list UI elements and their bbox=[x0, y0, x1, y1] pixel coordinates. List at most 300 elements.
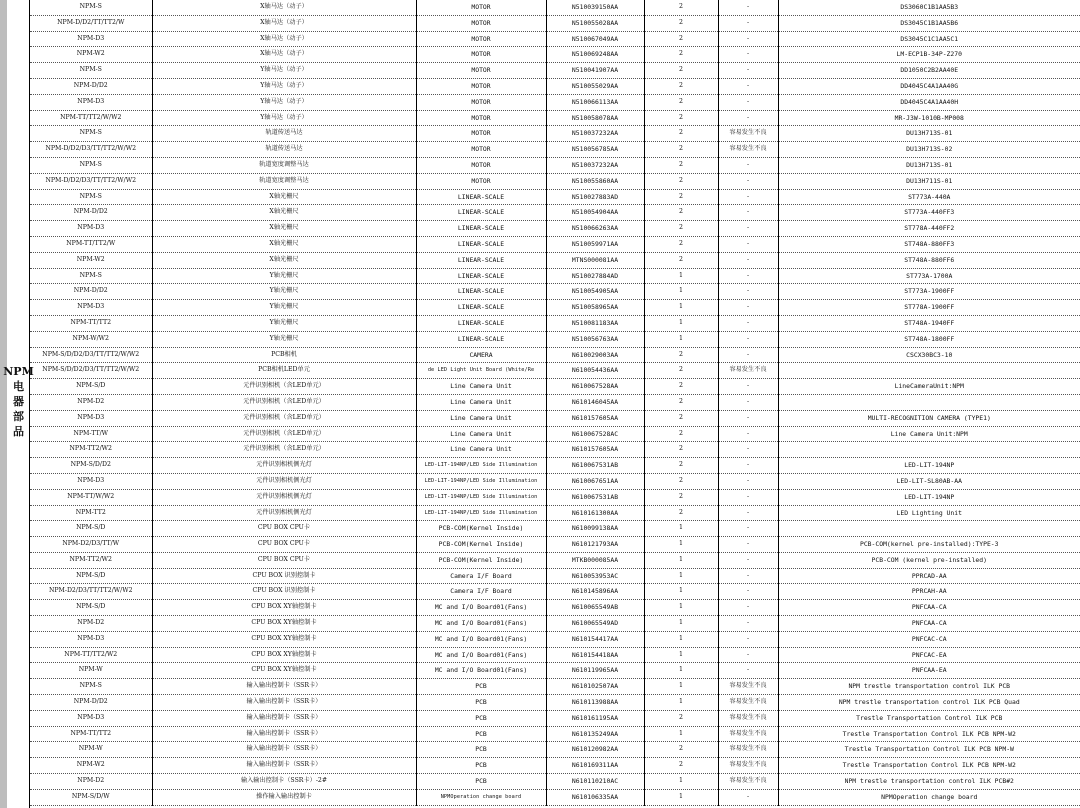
quantity-cell[interactable]: 2 bbox=[644, 189, 718, 205]
part-type-cell[interactable]: LINEAR-SCALE bbox=[416, 284, 546, 300]
part-name-cell[interactable]: 操作输入输出控制卡 bbox=[152, 789, 416, 805]
part-number-cell[interactable]: N610157605AA bbox=[546, 442, 644, 458]
description-cell[interactable] bbox=[778, 363, 1080, 379]
note-cell[interactable]: 容易发生不良 bbox=[718, 679, 778, 695]
part-name-cell[interactable]: Y轴马达（动子） bbox=[152, 94, 416, 110]
part-type-cell[interactable]: LINEAR-SCALE bbox=[416, 252, 546, 268]
part-number-cell[interactable]: N610029003AA bbox=[546, 347, 644, 363]
description-cell[interactable]: DU13H713S-01 bbox=[778, 126, 1080, 142]
quantity-cell[interactable]: 2 bbox=[644, 426, 718, 442]
part-type-cell[interactable]: Camera I/F Board bbox=[416, 584, 546, 600]
note-cell[interactable]: 容易发生不良 bbox=[718, 774, 778, 790]
part-name-cell[interactable]: Y轴光栅尺 bbox=[152, 300, 416, 316]
quantity-cell[interactable]: 2 bbox=[644, 473, 718, 489]
description-cell[interactable]: PCB-COM(kernel pre-installed):TYPE-3 bbox=[778, 537, 1080, 553]
description-cell[interactable]: PCB-COM (kernel pre-installed) bbox=[778, 552, 1080, 568]
part-type-cell[interactable]: MOTOR bbox=[416, 157, 546, 173]
part-type-cell[interactable]: LINEAR-SCALE bbox=[416, 189, 546, 205]
description-cell[interactable]: DS3045C1C1AA5C1 bbox=[778, 31, 1080, 47]
note-cell[interactable]: - bbox=[718, 394, 778, 410]
description-cell[interactable]: Line Camera Unit:NPM bbox=[778, 426, 1080, 442]
model-cell[interactable]: NPM-D3 bbox=[30, 221, 152, 237]
quantity-cell[interactable]: 2 bbox=[644, 63, 718, 79]
part-type-cell[interactable]: LINEAR-SCALE bbox=[416, 315, 546, 331]
model-cell[interactable]: NPM-S bbox=[30, 126, 152, 142]
part-name-cell[interactable]: PCB相机 bbox=[152, 347, 416, 363]
part-name-cell[interactable]: X轴光栅尺 bbox=[152, 221, 416, 237]
part-name-cell[interactable]: 输入输出控制卡（SSR卡） bbox=[152, 679, 416, 695]
description-cell[interactable]: DU13H711S-01 bbox=[778, 173, 1080, 189]
part-number-cell[interactable]: N510027884AD bbox=[546, 268, 644, 284]
note-cell[interactable]: - bbox=[718, 221, 778, 237]
part-name-cell[interactable]: Y轴光栅尺 bbox=[152, 284, 416, 300]
part-type-cell[interactable]: MOTOR bbox=[416, 0, 546, 15]
part-name-cell[interactable]: Y轴光栅尺 bbox=[152, 331, 416, 347]
note-cell[interactable]: - bbox=[718, 189, 778, 205]
part-name-cell[interactable]: X轴光栅尺 bbox=[152, 189, 416, 205]
part-name-cell[interactable]: X轴马达（动子） bbox=[152, 0, 416, 15]
note-cell[interactable]: - bbox=[718, 268, 778, 284]
quantity-cell[interactable]: 1 bbox=[644, 616, 718, 632]
quantity-cell[interactable]: 2 bbox=[644, 110, 718, 126]
model-cell[interactable]: NPM-TT2/W2 bbox=[30, 552, 152, 568]
part-type-cell[interactable]: MOTOR bbox=[416, 142, 546, 158]
quantity-cell[interactable]: 2 bbox=[644, 363, 718, 379]
part-number-cell[interactable]: N510039150AA bbox=[546, 0, 644, 15]
model-cell[interactable]: NPM-S/D bbox=[30, 521, 152, 537]
part-name-cell[interactable]: CPU BOX XY轴控制卡 bbox=[152, 647, 416, 663]
note-cell[interactable]: - bbox=[718, 110, 778, 126]
part-type-cell[interactable]: MOTOR bbox=[416, 47, 546, 63]
quantity-cell[interactable]: 1 bbox=[644, 726, 718, 742]
part-name-cell[interactable]: 元件识别相机侧光灯 bbox=[152, 458, 416, 474]
note-cell[interactable]: - bbox=[718, 410, 778, 426]
model-cell[interactable]: NPM-S/D bbox=[30, 568, 152, 584]
model-cell[interactable]: NPM-W2 bbox=[30, 47, 152, 63]
note-cell[interactable]: 容易发生不良 bbox=[718, 710, 778, 726]
description-cell[interactable] bbox=[778, 521, 1080, 537]
part-type-cell[interactable]: MC and I/O Board01(Fans) bbox=[416, 600, 546, 616]
description-cell[interactable]: ST778A-1900FF bbox=[778, 300, 1080, 316]
model-cell[interactable]: NPM-W bbox=[30, 742, 152, 758]
part-name-cell[interactable]: X轴马达（动子） bbox=[152, 47, 416, 63]
model-cell[interactable]: NPM-TT/TT2/W/W2 bbox=[30, 110, 152, 126]
description-cell[interactable]: PNFCAA-EA bbox=[778, 663, 1080, 679]
note-cell[interactable]: 容易发生不良 bbox=[718, 758, 778, 774]
part-number-cell[interactable]: N610135249AA bbox=[546, 726, 644, 742]
description-cell[interactable]: PNFCAC-EA bbox=[778, 647, 1080, 663]
part-number-cell[interactable]: N610067528AC bbox=[546, 426, 644, 442]
note-cell[interactable]: - bbox=[718, 616, 778, 632]
part-type-cell[interactable]: PCB bbox=[416, 679, 546, 695]
part-number-cell[interactable]: N610157605AA bbox=[546, 410, 644, 426]
quantity-cell[interactable]: 2 bbox=[644, 394, 718, 410]
model-cell[interactable]: NPM-S/D/D2/D3/TT/TT2/W/W2 bbox=[30, 347, 152, 363]
note-cell[interactable]: - bbox=[718, 284, 778, 300]
note-cell[interactable]: - bbox=[718, 426, 778, 442]
model-cell[interactable]: NPM-D3 bbox=[30, 31, 152, 47]
part-type-cell[interactable]: PCB-COM(Kernel Inside) bbox=[416, 537, 546, 553]
note-cell[interactable]: 容易发生不良 bbox=[718, 142, 778, 158]
part-name-cell[interactable]: PCB相机LED单元 bbox=[152, 363, 416, 379]
quantity-cell[interactable]: 2 bbox=[644, 126, 718, 142]
quantity-cell[interactable]: 2 bbox=[644, 31, 718, 47]
quantity-cell[interactable]: 1 bbox=[644, 268, 718, 284]
model-cell[interactable]: NPM-TT/W bbox=[30, 426, 152, 442]
part-type-cell[interactable]: Camera I/F Board bbox=[416, 568, 546, 584]
part-number-cell[interactable]: N510081183AA bbox=[546, 315, 644, 331]
description-cell[interactable]: DD1050C2B2AA40E bbox=[778, 63, 1080, 79]
model-cell[interactable]: NPM-D/D2 bbox=[30, 205, 152, 221]
quantity-cell[interactable]: 2 bbox=[644, 442, 718, 458]
part-number-cell[interactable]: N610067528AA bbox=[546, 379, 644, 395]
part-type-cell[interactable]: NPMOperation change board bbox=[416, 789, 546, 805]
model-cell[interactable]: NPM-D2/D3/TT/TT2/W/W2 bbox=[30, 584, 152, 600]
note-cell[interactable]: 容易发生不良 bbox=[718, 363, 778, 379]
model-cell[interactable]: NPM-D3 bbox=[30, 473, 152, 489]
part-number-cell[interactable]: N610065549AB bbox=[546, 600, 644, 616]
note-cell[interactable]: 容易发生不良 bbox=[718, 742, 778, 758]
model-cell[interactable]: NPM-S bbox=[30, 268, 152, 284]
part-type-cell[interactable]: MOTOR bbox=[416, 31, 546, 47]
part-number-cell[interactable]: N610154417AA bbox=[546, 631, 644, 647]
model-cell[interactable]: NPM-D2/D3/TT/W bbox=[30, 537, 152, 553]
quantity-cell[interactable]: 2 bbox=[644, 710, 718, 726]
part-type-cell[interactable]: Line Camera Unit bbox=[416, 426, 546, 442]
part-number-cell[interactable]: N510037232AA bbox=[546, 126, 644, 142]
description-cell[interactable]: NPM trestle transportation control ILK PCB bbox=[778, 679, 1080, 695]
note-cell[interactable]: - bbox=[718, 647, 778, 663]
part-number-cell[interactable]: N610113988AA bbox=[546, 695, 644, 711]
description-cell[interactable]: ST773A-1900FF bbox=[778, 284, 1080, 300]
model-cell[interactable]: NPM-TT/TT2 bbox=[30, 726, 152, 742]
model-cell[interactable]: NPM-D2 bbox=[30, 774, 152, 790]
model-cell[interactable]: NPM-D/D2 bbox=[30, 78, 152, 94]
description-cell[interactable]: PNFCAC-CA bbox=[778, 631, 1080, 647]
note-cell[interactable]: - bbox=[718, 379, 778, 395]
note-cell[interactable]: 容易发生不良 bbox=[718, 695, 778, 711]
description-cell[interactable]: ST778A-440FF2 bbox=[778, 221, 1080, 237]
part-type-cell[interactable]: MOTOR bbox=[416, 15, 546, 31]
part-number-cell[interactable]: N610119965AA bbox=[546, 663, 644, 679]
description-cell[interactable]: DS3060C1B1AA5B3 bbox=[778, 0, 1080, 15]
quantity-cell[interactable]: 1 bbox=[644, 584, 718, 600]
description-cell[interactable]: DD4045C4A1AA40H bbox=[778, 94, 1080, 110]
part-type-cell[interactable]: MOTOR bbox=[416, 173, 546, 189]
description-cell[interactable]: DS3045C1B1AA5B6 bbox=[778, 15, 1080, 31]
part-name-cell[interactable]: 输入输出控制卡（SSR卡） bbox=[152, 758, 416, 774]
quantity-cell[interactable]: 1 bbox=[644, 331, 718, 347]
quantity-cell[interactable]: 2 bbox=[644, 347, 718, 363]
quantity-cell[interactable]: 2 bbox=[644, 458, 718, 474]
quantity-cell[interactable]: 1 bbox=[644, 537, 718, 553]
description-cell[interactable]: LED-LIT-194NP bbox=[778, 489, 1080, 505]
quantity-cell[interactable]: 1 bbox=[644, 631, 718, 647]
note-cell[interactable]: - bbox=[718, 236, 778, 252]
model-cell[interactable]: NPM-S/D/D2 bbox=[30, 458, 152, 474]
part-name-cell[interactable]: Y轴光栅尺 bbox=[152, 315, 416, 331]
part-type-cell[interactable]: MC and I/O Board01(Fans) bbox=[416, 647, 546, 663]
part-number-cell[interactable]: N510058078AA bbox=[546, 110, 644, 126]
part-number-cell[interactable]: MTNS000081AA bbox=[546, 252, 644, 268]
part-number-cell[interactable]: N610161300AA bbox=[546, 505, 644, 521]
model-cell[interactable]: NPM-D/D2 bbox=[30, 695, 152, 711]
part-type-cell[interactable]: Line Camera Unit bbox=[416, 410, 546, 426]
model-cell[interactable]: NPM-D/D2 bbox=[30, 284, 152, 300]
quantity-cell[interactable]: 2 bbox=[644, 94, 718, 110]
model-cell[interactable]: NPM-D/D2/D3/TT/TT2/W/W2 bbox=[30, 173, 152, 189]
note-cell[interactable]: - bbox=[718, 94, 778, 110]
part-name-cell[interactable]: CPU BOX XY轴控制卡 bbox=[152, 616, 416, 632]
part-name-cell[interactable]: 轨道宽度调整马达 bbox=[152, 173, 416, 189]
part-name-cell[interactable]: CPU BOX 识别控制卡 bbox=[152, 568, 416, 584]
part-type-cell[interactable]: PCB bbox=[416, 710, 546, 726]
part-number-cell[interactable]: N510056785AA bbox=[546, 142, 644, 158]
part-number-cell[interactable]: N610053953AC bbox=[546, 568, 644, 584]
part-name-cell[interactable]: CPU BOX XY轴控制卡 bbox=[152, 631, 416, 647]
model-cell[interactable]: NPM-TT2/W2 bbox=[30, 442, 152, 458]
part-name-cell[interactable]: X轴光栅尺 bbox=[152, 205, 416, 221]
part-number-cell[interactable]: N510066263AA bbox=[546, 221, 644, 237]
part-number-cell[interactable]: N610145896AA bbox=[546, 584, 644, 600]
model-cell[interactable]: NPM-D3 bbox=[30, 300, 152, 316]
description-cell[interactable]: MULTI-RECOGNITION CAMERA (TYPE1) bbox=[778, 410, 1080, 426]
description-cell[interactable]: ST748A-1940FF bbox=[778, 315, 1080, 331]
model-cell[interactable]: NPM-W2 bbox=[30, 252, 152, 268]
note-cell[interactable]: - bbox=[718, 47, 778, 63]
part-type-cell[interactable]: PCB bbox=[416, 726, 546, 742]
part-number-cell[interactable]: N510056763AA bbox=[546, 331, 644, 347]
note-cell[interactable]: - bbox=[718, 552, 778, 568]
part-name-cell[interactable]: 元件识别相机（含LED单元） bbox=[152, 379, 416, 395]
model-cell[interactable]: NPM-S/D/W bbox=[30, 789, 152, 805]
note-cell[interactable]: - bbox=[718, 347, 778, 363]
quantity-cell[interactable]: 2 bbox=[644, 157, 718, 173]
part-name-cell[interactable]: CPU BOX 识别控制卡 bbox=[152, 584, 416, 600]
part-number-cell[interactable]: N510066113AA bbox=[546, 94, 644, 110]
quantity-cell[interactable]: 2 bbox=[644, 0, 718, 15]
quantity-cell[interactable]: 1 bbox=[644, 568, 718, 584]
part-type-cell[interactable]: LINEAR-SCALE bbox=[416, 300, 546, 316]
model-cell[interactable]: NPM-TT/TT2 bbox=[30, 315, 152, 331]
part-type-cell[interactable]: PCB-COM(Kernel Inside) bbox=[416, 552, 546, 568]
quantity-cell[interactable]: 1 bbox=[644, 789, 718, 805]
part-number-cell[interactable]: N610146045AA bbox=[546, 394, 644, 410]
model-cell[interactable]: NPM-D3 bbox=[30, 710, 152, 726]
description-cell[interactable]: Trestle Transportation Control ILK PCB bbox=[778, 710, 1080, 726]
part-number-cell[interactable]: N510069248AA bbox=[546, 47, 644, 63]
description-cell[interactable]: MR-J3W-1010B-MP008 bbox=[778, 110, 1080, 126]
quantity-cell[interactable]: 1 bbox=[644, 284, 718, 300]
quantity-cell[interactable]: 2 bbox=[644, 489, 718, 505]
model-cell[interactable]: NPM-S/D bbox=[30, 600, 152, 616]
part-type-cell[interactable]: MOTOR bbox=[416, 63, 546, 79]
description-cell[interactable]: PPRCAD-AA bbox=[778, 568, 1080, 584]
part-type-cell[interactable]: LINEAR-SCALE bbox=[416, 236, 546, 252]
quantity-cell[interactable]: 2 bbox=[644, 142, 718, 158]
note-cell[interactable]: - bbox=[718, 521, 778, 537]
part-number-cell[interactable]: N510041907AA bbox=[546, 63, 644, 79]
part-name-cell[interactable]: 轨道传送马达 bbox=[152, 126, 416, 142]
part-name-cell[interactable]: 输入输出控制卡（SSR卡） bbox=[152, 695, 416, 711]
part-number-cell[interactable]: N610065549AD bbox=[546, 616, 644, 632]
note-cell[interactable]: - bbox=[718, 315, 778, 331]
quantity-cell[interactable]: 1 bbox=[644, 300, 718, 316]
note-cell[interactable]: - bbox=[718, 0, 778, 15]
model-cell[interactable]: NPM-TT/TT2/W2 bbox=[30, 647, 152, 663]
quantity-cell[interactable]: 2 bbox=[644, 15, 718, 31]
note-cell[interactable]: - bbox=[718, 31, 778, 47]
model-cell[interactable]: NPM-W/W2 bbox=[30, 331, 152, 347]
part-name-cell[interactable]: 元件识别相机侧光灯 bbox=[152, 505, 416, 521]
description-cell[interactable]: NPM trestle transportation control ILK PCB#2 bbox=[778, 774, 1080, 790]
quantity-cell[interactable]: 1 bbox=[644, 695, 718, 711]
quantity-cell[interactable]: 1 bbox=[644, 647, 718, 663]
quantity-cell[interactable]: 2 bbox=[644, 379, 718, 395]
quantity-cell[interactable]: 2 bbox=[644, 173, 718, 189]
part-name-cell[interactable]: 元件识别相机（含LED单元） bbox=[152, 410, 416, 426]
part-number-cell[interactable]: N510055860AA bbox=[546, 173, 644, 189]
part-type-cell[interactable]: Line Camera Unit bbox=[416, 394, 546, 410]
note-cell[interactable]: - bbox=[718, 78, 778, 94]
model-cell[interactable]: NPM-S bbox=[30, 157, 152, 173]
model-cell[interactable]: NPM-D/D2/TT/TT2/W bbox=[30, 15, 152, 31]
part-number-cell[interactable]: N610120982AA bbox=[546, 742, 644, 758]
description-cell[interactable] bbox=[778, 442, 1080, 458]
note-cell[interactable]: - bbox=[718, 205, 778, 221]
description-cell[interactable]: ST748A-1800FF bbox=[778, 331, 1080, 347]
note-cell[interactable]: - bbox=[718, 458, 778, 474]
part-type-cell[interactable]: CAMERA bbox=[416, 347, 546, 363]
model-cell[interactable]: NPM-S/D bbox=[30, 379, 152, 395]
description-cell[interactable]: LineCameraUnit:NPM bbox=[778, 379, 1080, 395]
model-cell[interactable]: NPM-D3 bbox=[30, 631, 152, 647]
quantity-cell[interactable]: 2 bbox=[644, 505, 718, 521]
part-type-cell[interactable]: PCB-COM(Kernel Inside) bbox=[416, 521, 546, 537]
note-cell[interactable]: - bbox=[718, 663, 778, 679]
description-cell[interactable]: DU13H713S-02 bbox=[778, 142, 1080, 158]
part-type-cell[interactable]: MC and I/O Board01(Fans) bbox=[416, 616, 546, 632]
part-type-cell[interactable]: LED-LIT-194NP/LED Side Illumination bbox=[416, 489, 546, 505]
part-type-cell[interactable]: Line Camera Unit bbox=[416, 442, 546, 458]
part-name-cell[interactable]: Y轴马达（动子） bbox=[152, 110, 416, 126]
quantity-cell[interactable]: 2 bbox=[644, 47, 718, 63]
model-cell[interactable]: NPM-D3 bbox=[30, 410, 152, 426]
part-type-cell[interactable]: MOTOR bbox=[416, 126, 546, 142]
description-cell[interactable]: PPRCAH-AA bbox=[778, 584, 1080, 600]
quantity-cell[interactable]: 2 bbox=[644, 236, 718, 252]
model-cell[interactable]: NPM-TT2 bbox=[30, 505, 152, 521]
part-number-cell[interactable]: N610154418AA bbox=[546, 647, 644, 663]
note-cell[interactable]: - bbox=[718, 442, 778, 458]
note-cell[interactable]: - bbox=[718, 173, 778, 189]
description-cell[interactable]: DU13H713S-01 bbox=[778, 157, 1080, 173]
quantity-cell[interactable]: 2 bbox=[644, 742, 718, 758]
part-name-cell[interactable]: X轴马达（动子） bbox=[152, 31, 416, 47]
description-cell[interactable] bbox=[778, 394, 1080, 410]
part-number-cell[interactable]: N610099138AA bbox=[546, 521, 644, 537]
description-cell[interactable]: LED-LIT-SL80AB-AA bbox=[778, 473, 1080, 489]
part-number-cell[interactable]: N510037232AA bbox=[546, 157, 644, 173]
description-cell[interactable]: Trestle Transportation Control ILK PCB NPM-W2 bbox=[778, 758, 1080, 774]
part-name-cell[interactable]: 输入输出控制卡（SSR卡） bbox=[152, 726, 416, 742]
quantity-cell[interactable]: 2 bbox=[644, 205, 718, 221]
description-cell[interactable]: LED Lighting Unit bbox=[778, 505, 1080, 521]
part-name-cell[interactable]: 元件识别相机侧光灯 bbox=[152, 489, 416, 505]
part-number-cell[interactable]: N610067531AB bbox=[546, 489, 644, 505]
part-name-cell[interactable]: 元件识别相机（含LED单元） bbox=[152, 442, 416, 458]
part-number-cell[interactable]: N510054905AA bbox=[546, 284, 644, 300]
part-type-cell[interactable]: PCB bbox=[416, 695, 546, 711]
model-cell[interactable]: NPM-TT/W/W2 bbox=[30, 489, 152, 505]
note-cell[interactable]: - bbox=[718, 631, 778, 647]
note-cell[interactable]: - bbox=[718, 600, 778, 616]
part-number-cell[interactable]: MTKB000085AA bbox=[546, 552, 644, 568]
description-cell[interactable]: ST748A-880FF6 bbox=[778, 252, 1080, 268]
note-cell[interactable]: - bbox=[718, 157, 778, 173]
description-cell[interactable]: PNFCAA-CA bbox=[778, 600, 1080, 616]
part-number-cell[interactable]: N610161195AA bbox=[546, 710, 644, 726]
note-cell[interactable]: - bbox=[718, 505, 778, 521]
part-type-cell[interactable]: MOTOR bbox=[416, 110, 546, 126]
part-name-cell[interactable]: CPU BOX CPU卡 bbox=[152, 552, 416, 568]
model-cell[interactable]: NPM-D2 bbox=[30, 616, 152, 632]
part-name-cell[interactable]: 输入输出控制卡（SSR卡） bbox=[152, 710, 416, 726]
description-cell[interactable]: ST773A-1700A bbox=[778, 268, 1080, 284]
model-cell[interactable]: NPM-D2 bbox=[30, 394, 152, 410]
part-type-cell[interactable]: LED-LIT-194NP/LED Side Illumination bbox=[416, 473, 546, 489]
part-number-cell[interactable]: N510067049AA bbox=[546, 31, 644, 47]
note-cell[interactable]: - bbox=[718, 331, 778, 347]
part-name-cell[interactable]: X轴光栅尺 bbox=[152, 252, 416, 268]
part-number-cell[interactable]: N610121793AA bbox=[546, 537, 644, 553]
part-number-cell[interactable]: N510055028AA bbox=[546, 15, 644, 31]
description-cell[interactable]: PNFCAA-CA bbox=[778, 616, 1080, 632]
description-cell[interactable]: ST748A-880FF3 bbox=[778, 236, 1080, 252]
part-number-cell[interactable]: N510055029AA bbox=[546, 78, 644, 94]
quantity-cell[interactable]: 2 bbox=[644, 758, 718, 774]
note-cell[interactable]: - bbox=[718, 473, 778, 489]
note-cell[interactable]: - bbox=[718, 63, 778, 79]
part-number-cell[interactable]: N510059971AA bbox=[546, 236, 644, 252]
part-number-cell[interactable]: N610169311AA bbox=[546, 758, 644, 774]
note-cell[interactable]: 容易发生不良 bbox=[718, 126, 778, 142]
note-cell[interactable]: - bbox=[718, 537, 778, 553]
part-name-cell[interactable]: 输入输出控制卡（SSR卡）-2# bbox=[152, 774, 416, 790]
part-number-cell[interactable]: N610067531AB bbox=[546, 458, 644, 474]
part-type-cell[interactable]: MOTOR bbox=[416, 78, 546, 94]
part-name-cell[interactable]: 输入输出控制卡（SSR卡） bbox=[152, 742, 416, 758]
note-cell[interactable]: - bbox=[718, 568, 778, 584]
quantity-cell[interactable]: 1 bbox=[644, 600, 718, 616]
quantity-cell[interactable]: 2 bbox=[644, 78, 718, 94]
part-name-cell[interactable]: 轨道传送马达 bbox=[152, 142, 416, 158]
part-name-cell[interactable]: 元件识别相机（含LED单元） bbox=[152, 394, 416, 410]
description-cell[interactable]: NPMOperation change board bbox=[778, 789, 1080, 805]
part-number-cell[interactable]: N610102507AA bbox=[546, 679, 644, 695]
quantity-cell[interactable]: 2 bbox=[644, 252, 718, 268]
quantity-cell[interactable]: 1 bbox=[644, 679, 718, 695]
part-type-cell[interactable]: LINEAR-SCALE bbox=[416, 221, 546, 237]
note-cell[interactable]: 容易发生不良 bbox=[718, 726, 778, 742]
part-type-cell[interactable]: MC and I/O Board01(Fans) bbox=[416, 663, 546, 679]
quantity-cell[interactable]: 1 bbox=[644, 774, 718, 790]
part-type-cell[interactable]: LINEAR-SCALE bbox=[416, 331, 546, 347]
description-cell[interactable]: ST773A-440FF3 bbox=[778, 205, 1080, 221]
description-cell[interactable]: DD4045C4A1AA40G bbox=[778, 78, 1080, 94]
part-number-cell[interactable]: N510054904AA bbox=[546, 205, 644, 221]
part-type-cell[interactable]: de LED Light Unit Board (White/Re bbox=[416, 363, 546, 379]
